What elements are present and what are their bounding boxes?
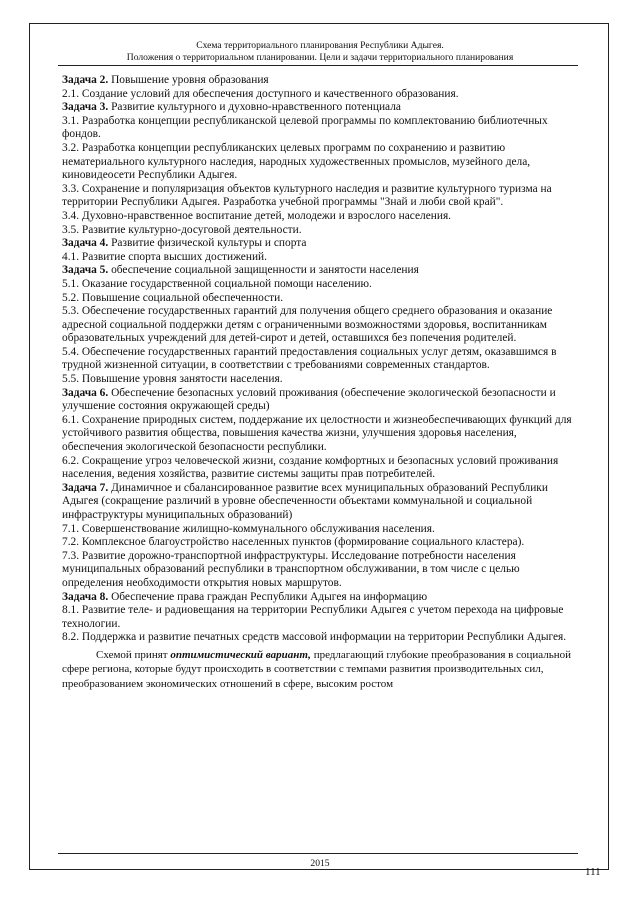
task-item: 5.1. Оказание государственной социальной помощи населению. bbox=[62, 277, 372, 290]
task-item: 8.2. Поддержка и развитие печатных средств массовой информации на территории Республики Адыгея. bbox=[62, 631, 567, 644]
task-number: Задача 5. bbox=[62, 264, 109, 277]
task-item: 5.4. Обеспечение государственных гарантий предоставления социальных услуг детям, оказавшимся в трудной жизненной ситуации, в соответствии с требованиями современных стандартов. bbox=[62, 345, 557, 372]
task-item: 7.2. Комплексное благоустройство населенных пунктов (формирование социального кластера). bbox=[62, 536, 525, 549]
task-heading bbox=[62, 387, 572, 414]
task-item: 3.2. Разработка концепции республиканских целевых программ по сохранению и развитию нематериального культурного наследия, народных художественных промыслов, музейного дела, киновидеосети Республики Адыгея. bbox=[62, 141, 531, 182]
footer-divider bbox=[58, 853, 578, 854]
task-item: 7.3. Развитие дорожно-транспортной инфраструктуры. Исследование потребности населения муниципальных образований республики в транспортном обслуживании, в том числе с целью определения необходимости открытия новых маршрутов. bbox=[62, 549, 520, 589]
closing-emphasis: оптимистический вариант, bbox=[170, 648, 311, 661]
task-heading bbox=[62, 482, 572, 523]
task-item: 3.4. Духовно-нравственное воспитание детей, молодежи и взрослого населения. bbox=[62, 209, 452, 222]
closing-text-after: предлагающий глубокие преобразования в социальной сфере региона, которые будут происходить в соответствии с темпами развития производительных сил, преобразованием экономических отношений в сфере, высоким ростом bbox=[62, 648, 572, 690]
task-heading bbox=[62, 591, 572, 605]
task-item: 5.3. Обеспечение государственных гарантий для получения общего среднего образования и оказание адресной социальной поддержки детям с ограниченными возможностями здоровья, воспитанникам образовательных учреждений для детей-сирот и детей, оставшихся без попечения родителей. bbox=[62, 305, 553, 345]
task-title: Обеспечение права граждан Республики Адыгея на информацию bbox=[108, 590, 428, 603]
task-item: 7.1. Совершенствование жилищно-коммунального обслуживания населения. bbox=[62, 522, 435, 535]
task-item: 4.1. Развитие спорта высших достижений. bbox=[62, 250, 267, 263]
task-list bbox=[62, 74, 572, 645]
closing-text-before: Схемой принят bbox=[96, 648, 171, 661]
task-number: Задача 2. bbox=[62, 74, 109, 86]
task-item: 6.2. Сокращение угроз человеческой жизни, создание комфортных и безопасных условий проживания населения, ведения хозяйства, развитие системы защиты прав потребителей. bbox=[62, 454, 559, 481]
footer-year: 2015 bbox=[310, 858, 330, 869]
task-title: Развитие физической культуры и спорта bbox=[108, 237, 307, 250]
task-item: 5.5. Повышение уровня занятости населения. bbox=[62, 373, 283, 386]
task-heading bbox=[62, 264, 572, 278]
closing-paragraph bbox=[62, 648, 572, 691]
task-title: Повышение уровня образования bbox=[108, 74, 269, 86]
header-divider bbox=[58, 65, 578, 66]
task-item: 3.3. Сохранение и популяризация объектов культурного наследия и развитие культурного туризма на территории Республики Адыгея. Разработка учебной программы "Знай и люби свой край". bbox=[62, 182, 552, 209]
task-item: 3.1. Разработка концепции республиканской целевой программы по комплектованию библиотечных фондов. bbox=[62, 114, 548, 141]
task-item: 5.2. Повышение социальной обеспеченности. bbox=[62, 291, 284, 304]
task-title: Развитие культурного и духовно-нравственного потенциала bbox=[108, 101, 401, 114]
header-subtitle: Положения о территориальном планировании. Цели и задачи территориального планирования bbox=[126, 52, 514, 63]
task-item: 3.5. Развитие культурно-досуговой деятельности. bbox=[62, 223, 302, 236]
task-title: Динамичное и сбалансированное развитие всех муниципальных образований Республики Адыгея (сокращение различий в уровне обеспеченности объектами коммунальной и социальной инфраструктуры муниципальных образований) bbox=[62, 481, 548, 521]
task-number: Задача 8. bbox=[62, 590, 109, 603]
task-number: Задача 3. bbox=[62, 101, 109, 114]
document-body bbox=[62, 74, 572, 691]
header-title: Схема территориального планирования Республики Адыгея. bbox=[196, 40, 444, 51]
page-number: 111 bbox=[585, 866, 601, 878]
task-heading bbox=[62, 74, 572, 88]
task-item: 8.1. Развитие теле- и радиовещания на территории Республики Адыгея с учетом перехода на цифровые технологии. bbox=[62, 604, 564, 630]
task-number: Задача 4. bbox=[62, 237, 109, 250]
task-item: 2.1. Создание условий для обеспечения доступного и качественного образования. bbox=[62, 87, 459, 100]
task-heading bbox=[62, 237, 572, 251]
task-item: 6.1. Сохранение природных систем, поддержание их целостности и жизнеобеспечивающих функций для устойчивого развития общества, повышения качества жизни, улучшения здоровья населения, обеспечения экологической безопасности республики. bbox=[62, 413, 572, 454]
task-number: Задача 7. bbox=[62, 481, 109, 494]
task-title: обеспечение социальной защищенности и занятости населения bbox=[108, 264, 419, 277]
running-header bbox=[40, 40, 600, 64]
task-title: Обеспечение безопасных условий проживания (обеспечение экологической безопасности и улучшение состояния окружающей среды) bbox=[62, 386, 556, 413]
task-heading bbox=[62, 101, 572, 115]
task-number: Задача 6. bbox=[62, 386, 109, 399]
